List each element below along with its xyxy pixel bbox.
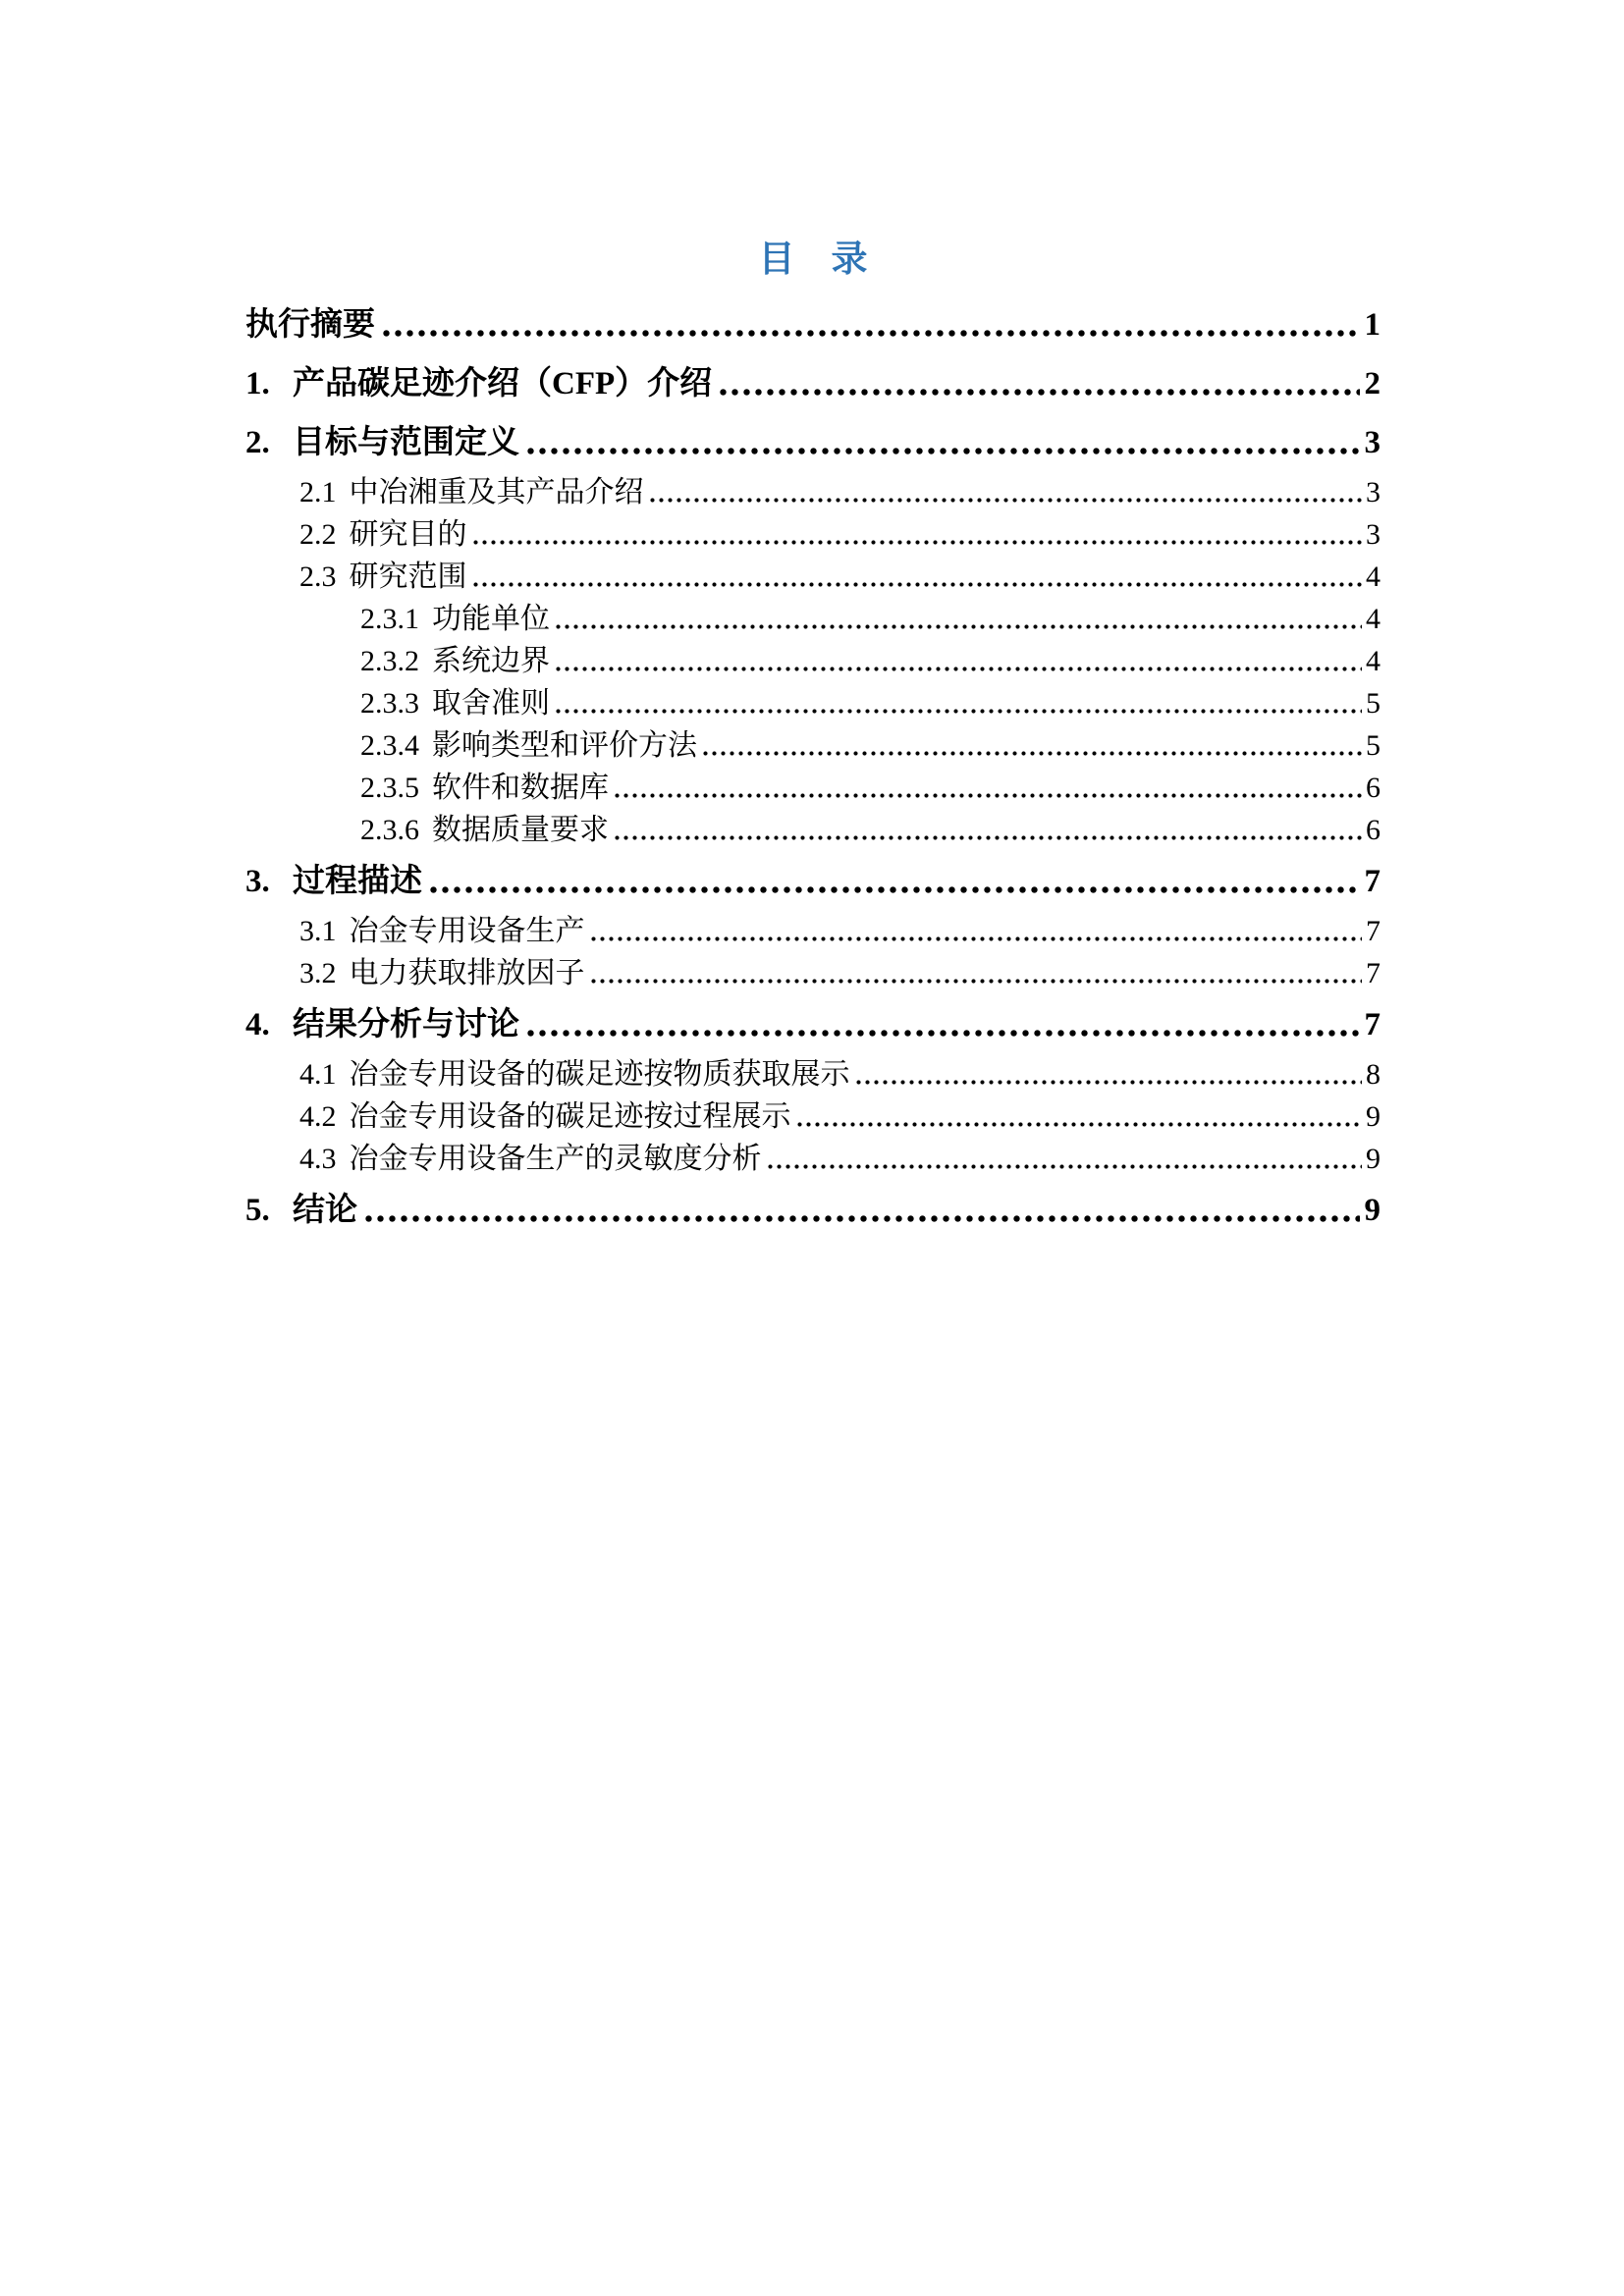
dot-leader	[556, 709, 1362, 714]
entry-label: 结果分析与讨论	[293, 1007, 519, 1042]
page-number: 7	[1366, 915, 1380, 947]
dot-leader	[527, 448, 1360, 454]
entry-label: 冶金专用设备生产的灵敏度分析	[349, 1143, 762, 1175]
dot-leader	[615, 793, 1362, 798]
page-number: 6	[1366, 814, 1380, 846]
page-number: 1	[1364, 307, 1380, 343]
page-number: 7	[1364, 864, 1380, 899]
dot-leader	[768, 1164, 1363, 1169]
dot-leader	[615, 835, 1362, 840]
page-number: 5	[1366, 729, 1380, 762]
entry-label: 数据质量要求	[432, 814, 609, 846]
dot-leader	[383, 330, 1360, 337]
toc-list	[245, 294, 1380, 1239]
entry-label: 过程描述	[293, 864, 422, 899]
page-number: 2	[1364, 366, 1380, 401]
dot-leader	[591, 936, 1363, 941]
dot-leader	[797, 1122, 1363, 1127]
entry-label: 软件和数据库	[432, 772, 609, 804]
toc-entry[interactable]	[245, 1188, 1380, 1234]
entry-number: 2.3	[299, 561, 337, 593]
toc-entry[interactable]	[245, 598, 1380, 640]
page-number: 7	[1364, 1007, 1380, 1042]
entry-number: 4.3	[299, 1143, 337, 1175]
entry-number: 3.2	[299, 957, 337, 989]
toc-entry[interactable]	[245, 910, 1380, 952]
entry-number: 2.1	[299, 476, 337, 508]
toc-entry[interactable]	[245, 302, 1380, 348]
entry-number: 2.3.6	[360, 814, 419, 846]
toc-entry[interactable]	[245, 724, 1380, 767]
page-number: 5	[1366, 687, 1380, 720]
page-number: 9	[1364, 1193, 1380, 1228]
entry-number: 3.1	[299, 915, 337, 947]
entry-label: 系统边界	[432, 645, 550, 677]
toc-entry[interactable]	[245, 1095, 1380, 1138]
dot-leader	[527, 1030, 1360, 1037]
entry-label: 冶金专用设备的碳足迹按过程展示	[349, 1100, 791, 1133]
dot-leader	[650, 498, 1363, 503]
toc-entry[interactable]	[245, 471, 1380, 513]
entry-number: 1.	[245, 366, 270, 401]
page-number: 4	[1366, 645, 1380, 677]
entry-number: 2.3.5	[360, 772, 419, 804]
entry-number: 2.3.2	[360, 645, 419, 677]
entry-number: 4.1	[299, 1058, 337, 1091]
entry-label: 目标与范围定义	[293, 425, 519, 460]
toc-entry[interactable]	[245, 809, 1380, 851]
page-number: 4	[1366, 603, 1380, 635]
entry-label: 结论	[293, 1193, 357, 1228]
page-number: 6	[1366, 772, 1380, 804]
toc-entry[interactable]	[245, 1138, 1380, 1180]
toc-entry[interactable]	[245, 361, 1380, 407]
entry-label: 研究范围	[349, 561, 467, 593]
entry-label: 冶金专用设备生产	[349, 915, 585, 947]
toc-entry[interactable]	[245, 859, 1380, 905]
page-number: 7	[1366, 957, 1380, 989]
dot-leader	[430, 886, 1360, 893]
entry-label: 功能单位	[432, 603, 550, 635]
dot-leader	[473, 582, 1363, 587]
dot-leader	[856, 1080, 1363, 1085]
dot-leader	[556, 624, 1362, 629]
dot-leader	[720, 389, 1359, 396]
entry-label: 取舍准则	[432, 687, 550, 720]
entry-number: 2.3.1	[360, 603, 419, 635]
entry-number: 4.	[245, 1007, 270, 1042]
toc-entry[interactable]	[245, 952, 1380, 994]
toc-entry[interactable]	[245, 420, 1380, 466]
entry-number: 5.	[245, 1193, 270, 1228]
page-number: 8	[1366, 1058, 1380, 1091]
entry-number: 2.3.3	[360, 687, 419, 720]
entry-label: 影响类型和评价方法	[432, 729, 697, 762]
entry-label: 研究目的	[349, 518, 467, 551]
entry-label: 执行摘要	[245, 307, 375, 343]
entry-number: 2.3.4	[360, 729, 419, 762]
toc-entry[interactable]	[245, 640, 1380, 682]
entry-number: 4.2	[299, 1100, 337, 1133]
toc-entry[interactable]	[245, 682, 1380, 724]
dot-leader	[556, 667, 1362, 671]
page-number: 4	[1366, 561, 1380, 593]
page-number: 9	[1366, 1100, 1380, 1133]
entry-label: 中冶湘重及其产品介绍	[349, 476, 644, 508]
entry-number: 2.2	[299, 518, 337, 551]
page-number: 9	[1366, 1143, 1380, 1175]
dot-leader	[365, 1215, 1360, 1222]
dot-leader	[473, 540, 1363, 545]
dot-leader	[703, 751, 1362, 756]
page-number: 3	[1366, 518, 1380, 551]
entry-label: 冶金专用设备的碳足迹按物质获取展示	[349, 1058, 850, 1091]
page-number: 3	[1366, 476, 1380, 508]
toc-content	[245, 238, 1380, 1239]
toc-entry[interactable]	[245, 1002, 1380, 1048]
entry-number: 3.	[245, 864, 270, 899]
toc-entry[interactable]	[245, 1053, 1380, 1095]
entry-number: 2.	[245, 425, 270, 460]
toc-page-title: 目 录	[758, 240, 868, 280]
toc-entry[interactable]	[245, 513, 1380, 556]
dot-leader	[591, 979, 1363, 984]
entry-label: 电力获取排放因子	[349, 957, 585, 989]
entry-label: 产品碳足迹介绍（CFP）介绍	[293, 366, 713, 401]
toc-entry[interactable]	[245, 767, 1380, 809]
toc-entry[interactable]	[245, 556, 1380, 598]
page-number: 3	[1364, 425, 1380, 460]
